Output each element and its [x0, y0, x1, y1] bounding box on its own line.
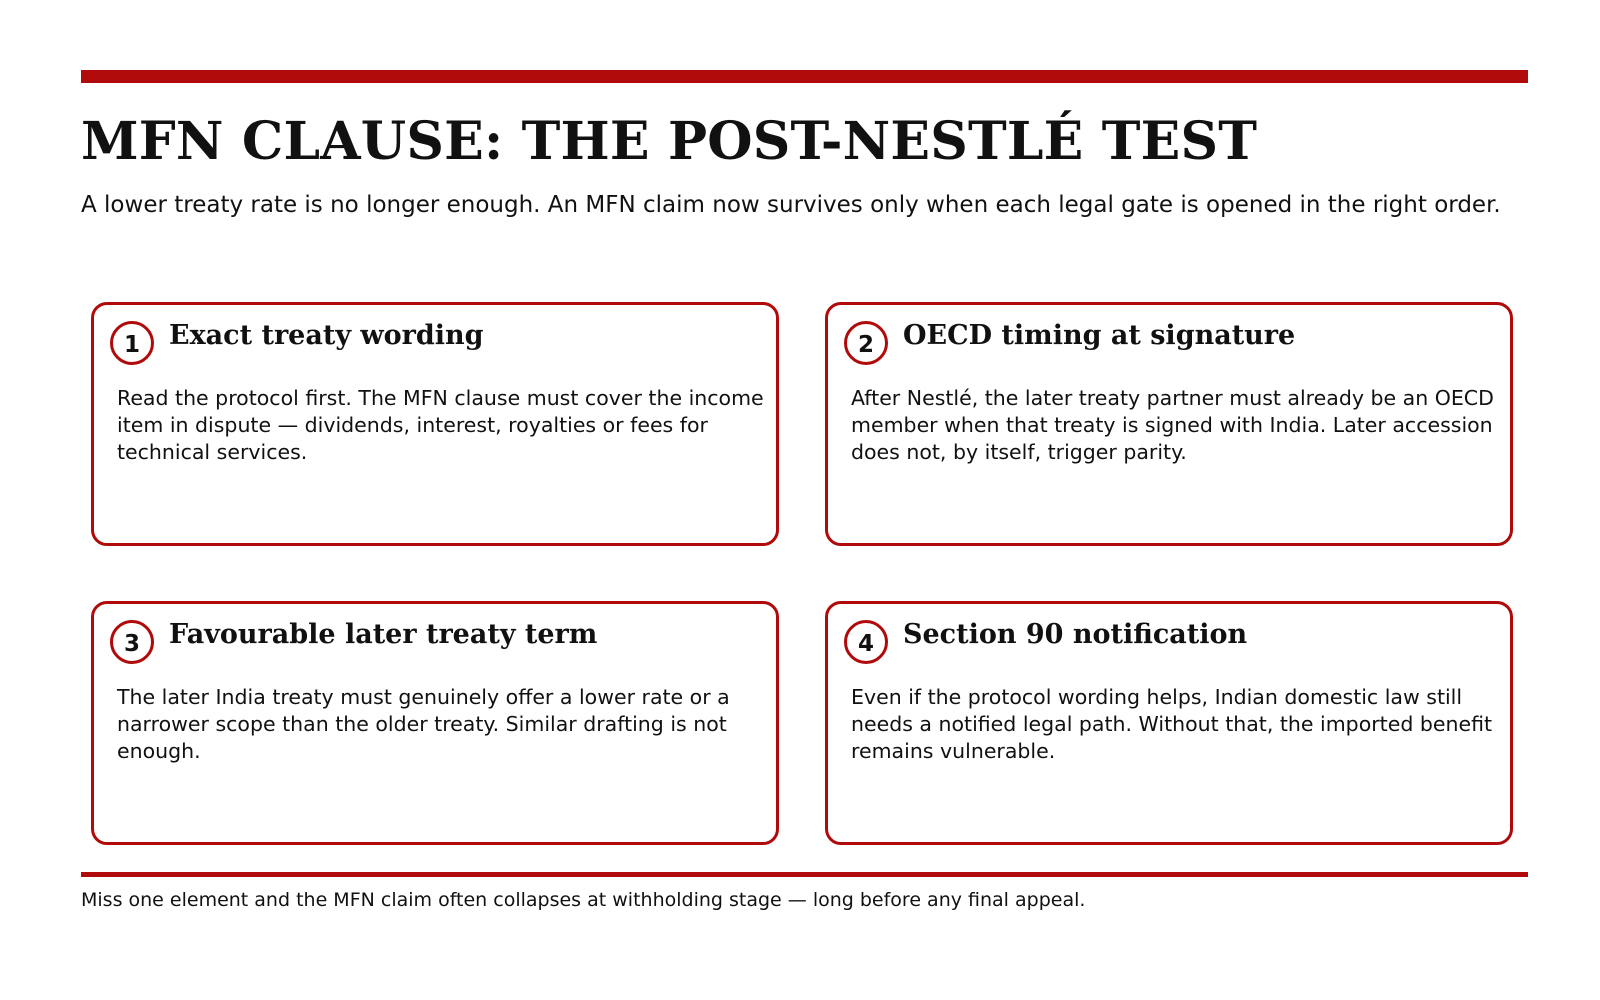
step-card-oecd-timing — [825, 302, 1513, 546]
bottom-accent-rule — [81, 872, 1528, 877]
step-title: Exact treaty wording — [169, 320, 484, 351]
step-number-badge: 2 — [844, 321, 888, 365]
step-card-section-90-notification — [825, 601, 1513, 845]
step-description: The later India treaty must genuinely offer a lower rate or a narrower scope than the older treaty. Similar drafting is not enough. — [117, 685, 730, 763]
footer-note: Miss one element and the MFN claim often collapses at withholding stage — long before any final appeal. — [81, 889, 1086, 911]
step-title: Section 90 notification — [903, 619, 1248, 650]
step-card-favourable-later-term — [91, 601, 779, 845]
top-accent-rule — [81, 70, 1528, 83]
step-description: Read the protocol first. The MFN clause must cover the income item in dispute — dividends, interest, royalties or fees for technical services. — [117, 386, 764, 464]
step-title: OECD timing at signature — [903, 320, 1296, 351]
step-card-exact-treaty-wording — [91, 302, 779, 546]
step-title: Favourable later treaty term — [169, 619, 598, 650]
page-title: MFN CLAUSE: THE POST-NESTLÉ TEST — [81, 111, 1258, 172]
page-subtitle: A lower treaty rate is no longer enough. An MFN claim now survives only when each legal gate is opened in the right order. — [81, 192, 1501, 218]
step-number-badge: 4 — [844, 620, 888, 664]
step-description: Even if the protocol wording helps, Indian domestic law still needs a notified legal path. Without that, the imported benefit remains vulnerable. — [851, 685, 1493, 763]
step-number-badge: 3 — [110, 620, 154, 664]
step-number-badge: 1 — [110, 321, 154, 365]
step-description: After Nestlé, the later treaty partner must already be an OECD member when that treaty is signed with India. Later accession does not, by itself, trigger parity. — [851, 386, 1494, 464]
